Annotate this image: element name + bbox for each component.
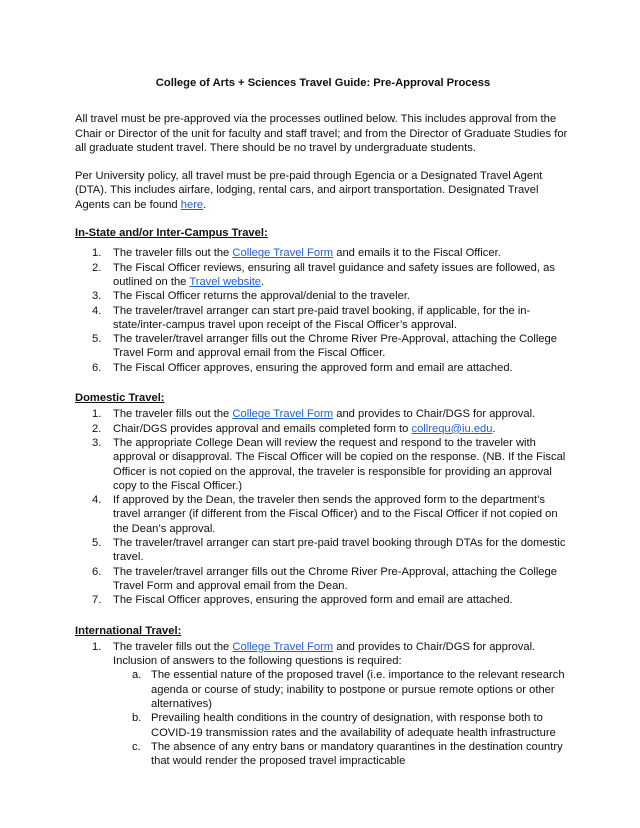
list-item bbox=[75, 246, 571, 260]
item-text: and provides to Chair/DGS for approval. bbox=[333, 408, 536, 421]
intro-p2-text: Per University policy, all travel must be pre-paid through Egencia or a Designated Travel Agent (DTA). This includes airfare, lodging, rental cars, and airport transportation. Designated Travel Agents can be found bbox=[75, 170, 543, 211]
college-travel-form-link[interactable]: College Travel Form bbox=[232, 247, 334, 260]
list-item bbox=[75, 332, 571, 361]
item-number: 7. bbox=[92, 594, 102, 607]
domestic-list bbox=[75, 407, 571, 607]
list-item bbox=[75, 436, 571, 493]
item-text: The traveler/travel arranger fills out the Chrome River Pre-Approval, attaching the College Travel Form and approval email from the Dean. bbox=[113, 565, 557, 592]
subitem-letter: b. bbox=[132, 712, 142, 725]
dta-here-link[interactable]: here bbox=[180, 198, 204, 211]
sub-list-item bbox=[113, 711, 571, 740]
item-text: The Fiscal Officer approves, ensuring the approved form and email are attached. bbox=[113, 361, 513, 374]
intro-p2-end: . bbox=[203, 198, 207, 211]
item-text: and provides to Chair/DGS for approval. Inclusion of answers to the following questions is required: bbox=[113, 640, 536, 668]
instate-heading: In-State and/or Inter-Campus Travel: bbox=[75, 227, 268, 240]
travel-website-link[interactable]: Travel website bbox=[189, 275, 262, 288]
list-item bbox=[75, 407, 571, 421]
international-sublist bbox=[113, 668, 571, 768]
item-number: 2. bbox=[92, 422, 102, 435]
item-number: 1. bbox=[92, 408, 102, 421]
item-text: Chair/DGS provides approval and emails completed form to bbox=[113, 422, 412, 435]
item-number: 1. bbox=[92, 640, 102, 653]
list-item bbox=[75, 289, 571, 303]
list-item bbox=[75, 593, 571, 607]
item-number: 5. bbox=[92, 333, 102, 346]
sub-list-item bbox=[113, 668, 571, 711]
list-item bbox=[75, 536, 571, 565]
item-number: 6. bbox=[92, 361, 102, 374]
item-number: 3. bbox=[92, 436, 102, 449]
list-item bbox=[75, 361, 571, 375]
item-text: The traveler fills out the bbox=[113, 247, 233, 260]
college-travel-form-link[interactable]: College Travel Form bbox=[232, 408, 334, 421]
list-item bbox=[75, 261, 571, 290]
item-text: The traveler fills out the bbox=[113, 408, 233, 421]
item-number: 1. bbox=[92, 247, 102, 260]
item-text: . bbox=[492, 422, 496, 435]
list-item bbox=[75, 304, 571, 333]
item-number: 2. bbox=[92, 261, 102, 274]
document-page bbox=[75, 76, 571, 784]
item-text: The traveler fills out the bbox=[113, 640, 233, 653]
item-text: and emails it to the Fiscal Officer. bbox=[333, 247, 501, 260]
item-text: The traveler/travel arranger fills out the Chrome River Pre-Approval, attaching the College Travel Form and approval email from the Fiscal Officer. bbox=[113, 333, 557, 360]
item-number: 4. bbox=[92, 494, 102, 507]
sub-list-item bbox=[113, 740, 571, 769]
item-number: 3. bbox=[92, 290, 102, 303]
item-number: 6. bbox=[92, 565, 102, 578]
item-number: 5. bbox=[92, 537, 102, 550]
item-text: . bbox=[261, 275, 265, 288]
item-text: If approved by the Dean, the traveler then sends the approved form to the department’s travel arranger (if different from the Fiscal Officer) and to the Fiscal Officer if not copied on the Dean’s approval. bbox=[113, 494, 558, 535]
subitem-letter: c. bbox=[132, 740, 141, 753]
subitem-text: Prevailing health conditions in the country of designation, with response both to COVID-19 transmission rates and the availability of adequate health infrastructure bbox=[151, 712, 556, 739]
instate-list bbox=[75, 246, 571, 375]
item-text: The Fiscal Officer approves, ensuring the approved form and email are attached. bbox=[113, 594, 513, 607]
list-item bbox=[75, 640, 571, 769]
list-item bbox=[75, 565, 571, 594]
international-list bbox=[75, 640, 571, 769]
item-text: The traveler/travel arranger can start pre-paid travel booking, if applicable, for the in-state/inter-campus travel upon receipt of the Fiscal Officer’s approval. bbox=[113, 304, 531, 331]
item-text: The Fiscal Officer reviews, ensuring all travel guidance and safety issues are followed, as outlined on the bbox=[113, 261, 555, 288]
item-text: The Fiscal Officer returns the approval/denial to the traveler. bbox=[113, 290, 411, 303]
item-text: The appropriate College Dean will review the request and respond to the traveler with approval or disapproval. The Fiscal Officer will be copied on the response. (NB. If the Fiscal Officer is not copied on the approval, the traveler is responsible for providing an approval copy to the Fiscal Officer.) bbox=[113, 436, 566, 492]
subitem-text: The essential nature of the proposed travel (i.e. importance to the relevant research agenda or course of study; inability to postpone or pursue remote options or other alternatives) bbox=[151, 669, 565, 710]
item-number: 4. bbox=[92, 304, 102, 317]
college-travel-form-link[interactable]: College Travel Form bbox=[232, 640, 334, 653]
intro-paragraph-1: All travel must be pre-approved via the processes outlined below. This includes approval from the Chair or Director of the unit for faculty and staff travel; and from the Director of Graduate Studies for all graduate student travel. There should be no travel by undergraduate students. bbox=[75, 113, 568, 154]
subitem-letter: a. bbox=[132, 669, 142, 682]
list-item bbox=[75, 493, 571, 536]
document-title: College of Arts + Sciences Travel Guide: Pre-Approval Process bbox=[155, 77, 491, 89]
international-heading: International Travel: bbox=[75, 624, 182, 637]
domestic-heading: Domestic Travel: bbox=[75, 392, 165, 405]
collrequ-email-link[interactable]: collrequ@iu.edu bbox=[411, 422, 493, 435]
item-text: The traveler/travel arranger can start pre-paid travel booking through DTAs for the domestic travel. bbox=[113, 537, 566, 564]
subitem-text: The absence of any entry bans or mandatory quarantines in the destination country that would render the proposed travel impracticable bbox=[151, 740, 563, 768]
intro-paragraph-2 bbox=[75, 169, 571, 212]
list-item bbox=[75, 422, 571, 436]
